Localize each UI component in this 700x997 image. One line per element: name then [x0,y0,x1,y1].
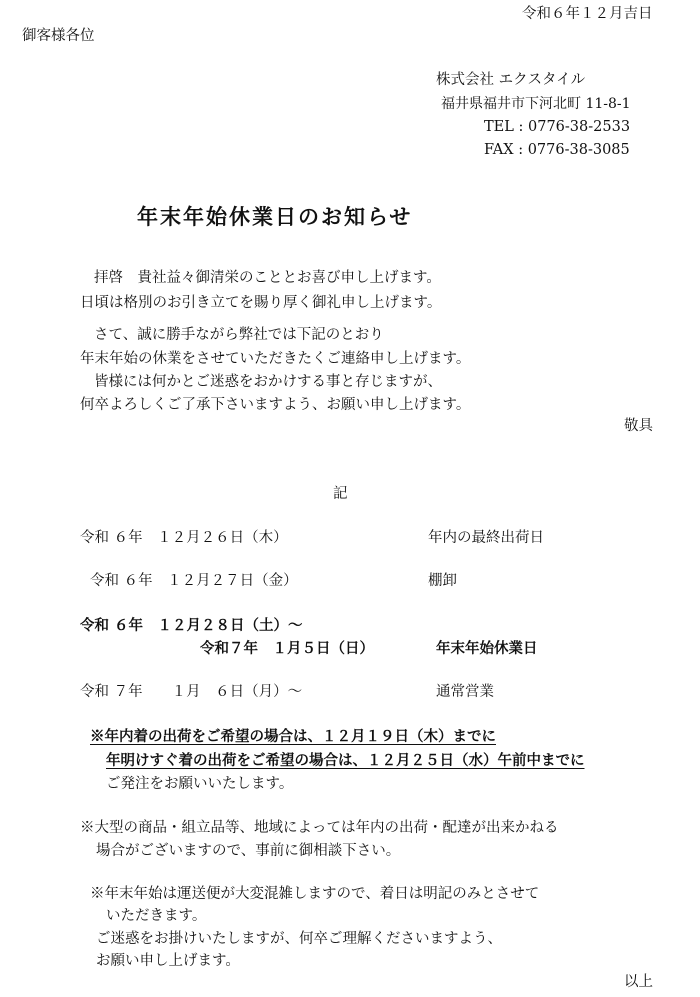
issue-date: 令和６年１２月吉日 [522,6,653,22]
greeting-line: 皆様には何かとご迷惑をおかけする事と存じますが、 [94,374,442,390]
notice-delivery: お願い申し上げます。 [96,953,240,969]
company-address: 福井県福井市下河北町 11-8-1 [441,96,631,112]
notice-large-items: ※大型の商品・組立品等、地域によっては年内の出荷・配達が出来かねる [80,820,559,836]
schedule-date: 令和 ７年 １月 ６日（月）～ [80,684,303,700]
notice-delivery: ご迷惑をお掛けいたしますが、何卒ご理解くださいますよう、 [96,931,502,947]
notice-order-request: ご発注をお願いいたします。 [106,776,294,792]
greeting-line: 日頃は格別のお引き立てを賜り厚く御礼申し上げます。 [80,295,442,311]
ki-marker: 記 [333,486,348,502]
closing-ijou: 以上 [624,974,653,990]
notice-shipping-deadline: ※年内着の出荷をご希望の場合は、１２月１９日（木）までに [90,728,496,745]
schedule-desc: 年内の最終出荷日 [428,530,544,546]
recipient: 御客様各位 [22,28,95,44]
schedule-date: 令和 ６年 １２月２６日（木） [80,530,288,546]
closing-keigu: 敬具 [624,418,653,434]
page-title: 年末年始休業日のお知らせ [137,205,413,229]
greeting-line: 拝啓 貴社益々御清栄のこととお喜び申し上げます。 [94,270,441,286]
company-tel: TEL : 0776-38-2533 [484,119,631,135]
notice-delivery: ※年末年始は運送便が大変混雑しますので、着日は明記のみとさせて [90,886,540,902]
greeting-line: 年末年始の休業をさせていただきたくご連絡申し上げます。 [80,351,471,367]
notice-delivery: いただきます。 [106,908,207,924]
schedule-date: 令和 ６年 １２月２８日（土）～ [80,617,303,634]
schedule-date: 令和 ６年 １２月２７日（金） [90,573,298,589]
company-fax: FAX : 0776-38-3085 [484,142,630,158]
company-name: 株式会社 エクスタイル [436,72,586,88]
schedule-date-end: 令和７年 １月５日（日） [200,640,374,657]
greeting-line: 何卒よろしくご了承下さいますよう、お願い申し上げます。 [80,397,471,413]
schedule-desc: 棚卸 [428,573,457,589]
notice-large-items: 場合がございますので、事前に御相談下さい。 [96,843,401,859]
schedule-desc: 年末年始休業日 [436,640,538,657]
notice-shipping-deadline: 年明けすぐ着の出荷をご希望の場合は、１２月２５日（水）午前中までに [106,752,585,769]
greeting-line: さて、誠に勝手ながら弊社では下記のとおり [94,327,384,343]
schedule-desc: 通常営業 [436,684,494,700]
